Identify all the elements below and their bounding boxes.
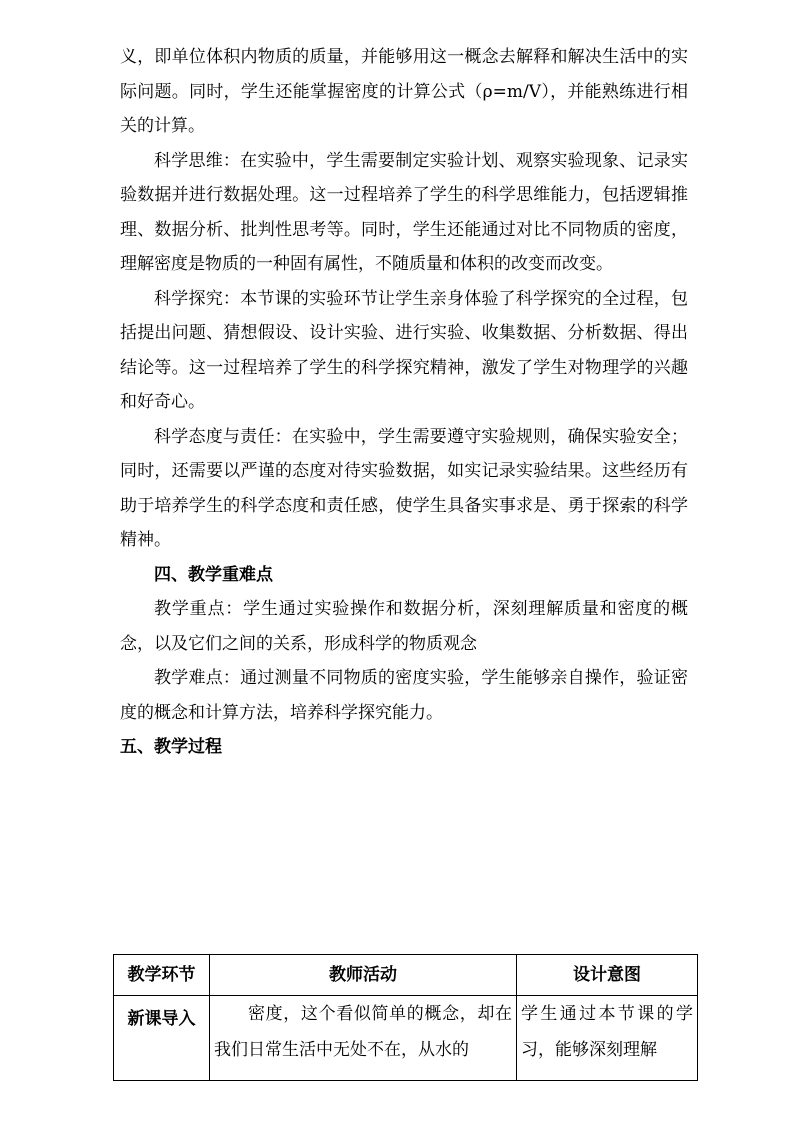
paragraph-scientific-thinking: 科学思维：在实验中，学生需要制定实验计划、观察实验现象、记录实验数据并进行数据处理。这一过程培养了学生的科学思维能力，包括逻辑推理、数据分析、批判性思考等。同时，学生还能通过对比不同物质的密度，理解密度是物质的一种固有属性，不随质量和体积的改变而改变。 (120, 150, 688, 274)
paragraph-scientific-inquiry: 科学探究：本节课的实验环节让学生亲身体验了科学探究的全过程，包括提出问题、猜想假设、设计实验、进行实验、收集数据、分析数据、得出结论等。这一过程培养了学生的科学探究精神，激发了学生对物理学的兴趣和好奇心。 (120, 288, 688, 412)
document-body (120, 40, 688, 765)
section-heading-teaching-process: 五、教学过程 (120, 737, 222, 757)
paragraph-teaching-difficulty: 教学难点：通过测量不同物质的密度实验，学生能够亲自操作，验证密度的概念和计算方法，培养科学探究能力。 (120, 668, 688, 723)
teaching-process-table (113, 954, 698, 1081)
cell-teacher-activity: 密度，这个看似简单的概念，却在我们日常生活中无处不在，从水的 (210, 996, 517, 1081)
paragraph-concept-understanding: 义，即单位体积内物质的质量，并能够用这一概念去解释和解决生活中的实际问题。同时，学生还能掌握密度的计算公式（ρ=m/V），并能熟练进行相关的计算。 (120, 47, 688, 136)
table-header-row (114, 955, 698, 996)
header-design-intent: 设计意图 (517, 955, 698, 996)
section-heading-key-points: 四、教学重难点 (154, 564, 273, 585)
cell-design-intent: 学生通过本节课的学习，能够深刻理解 (517, 996, 698, 1081)
header-teacher-activity: 教师活动 (210, 955, 517, 996)
cell-stage: 新课导入 (114, 996, 210, 1081)
header-stage: 教学环节 (114, 955, 210, 996)
paragraph-scientific-attitude: 科学态度与责任：在实验中，学生需要遵守实验规则，确保实验安全；同时，还需要以严谨的态度对待实验数据，如实记录实验结果。这些经历有助于培养学生的科学态度和责任感，使学生具备实事求是、勇于探索的科学精神。 (120, 426, 688, 550)
paragraph-teaching-focus: 教学重点：学生通过实验操作和数据分析，深刻理解质量和密度的概念，以及它们之间的关系，形成科学的物质观念 (120, 599, 688, 654)
table-row (114, 996, 698, 1081)
